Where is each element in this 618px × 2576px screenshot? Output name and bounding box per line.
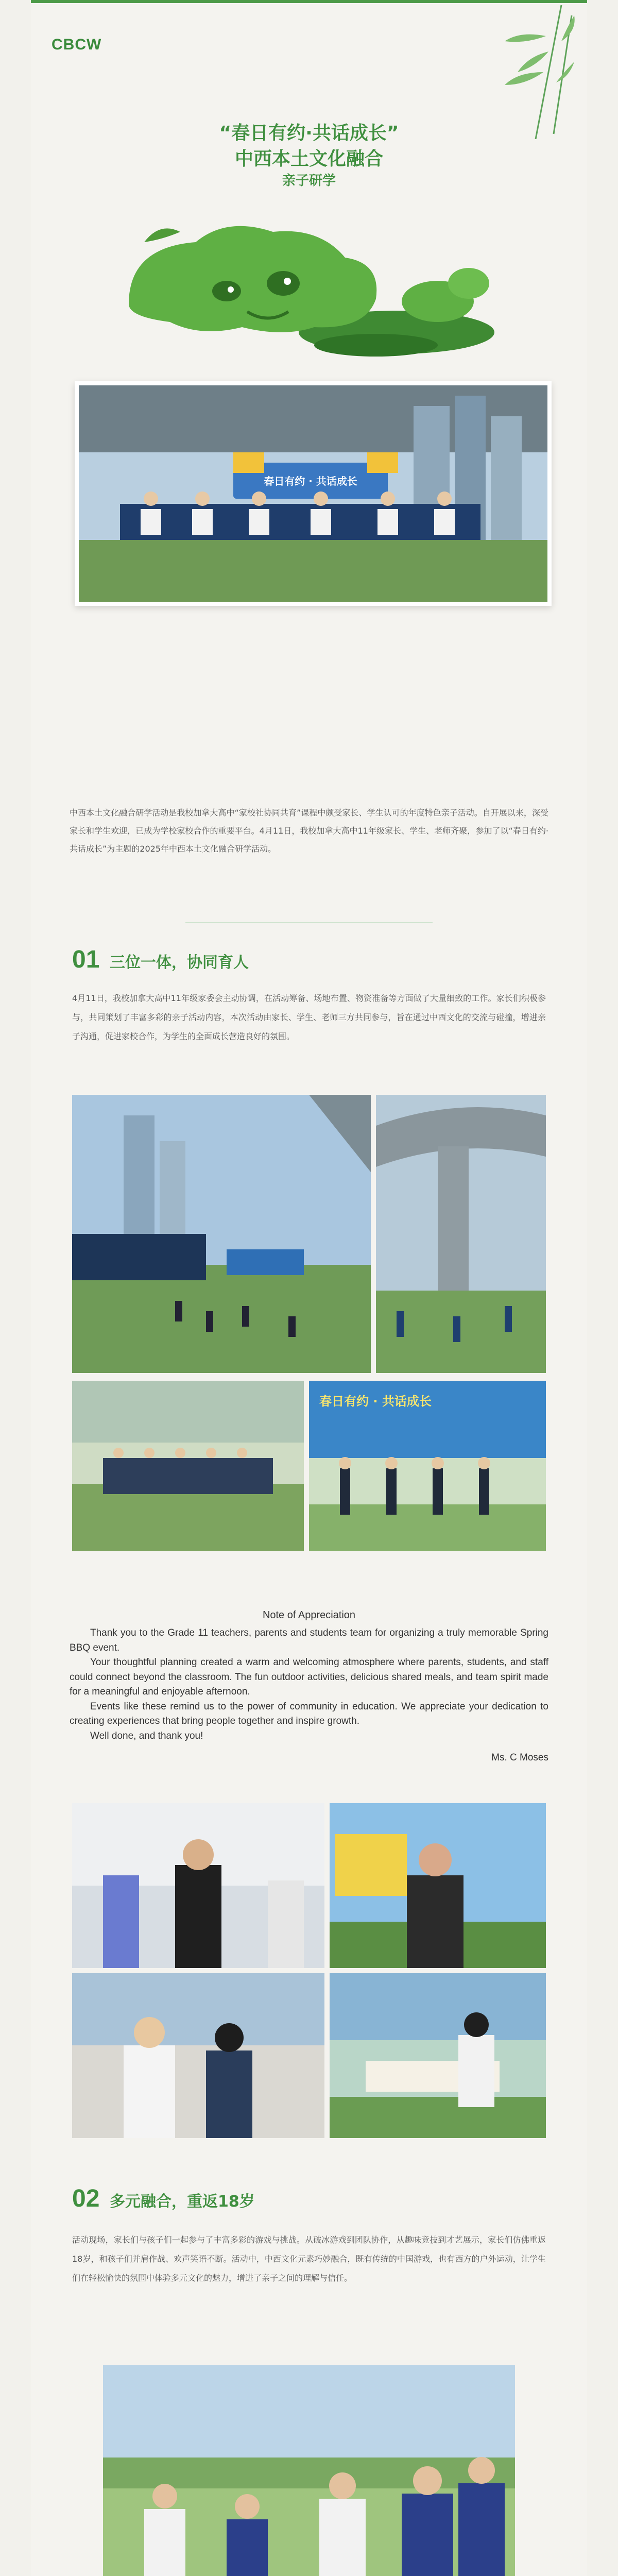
- section-1-heading: [72, 945, 249, 974]
- divider: [185, 922, 433, 923]
- photo-banner-text: 春日有约 · 共话成长: [264, 475, 357, 487]
- photo-banner-text-2: 春日有约 · 共话成长: [319, 1394, 432, 1409]
- section-1-number: 01: [72, 946, 100, 973]
- title-line-2: 中西本土文化融合: [234, 148, 383, 170]
- section-2-heading: [72, 2184, 255, 2213]
- note-title: Note of Appreciation: [262, 1609, 356, 1621]
- teacher-photo-4: [330, 1973, 546, 2138]
- note-paragraph-2: Your thoughtful planning created a warm and welcoming atmosphere where parents, students, and staff could connect beyond the classroom. The fun outdoor activities, delicious shared meals, and team spirit made for a meaningful and enjoyable afternoon.: [70, 1657, 548, 1697]
- teacher-photo-3: [72, 1973, 324, 2138]
- section-2-number: 02: [72, 2185, 100, 2212]
- intro-paragraph: 中西本土文化融合研学活动是我校加拿大高中“家校社协同共育”课程中颇受家长、学生认可的年度特色亲子活动。自开展以来，深受家长和学生欢迎，已成为学校家校合作的重要平台。4月11日，我校加拿大高中11年级家长、学生、老师齐聚，参加了以“春日有约·共话成长”为主题的2025年中西本土文化融合研学活动。: [70, 808, 548, 854]
- article-page: [31, 0, 587, 2576]
- top-accent-bar: [31, 0, 587, 3]
- event-photo-bridge: [376, 1095, 546, 1373]
- green-mascot-illustration-icon: [108, 206, 510, 361]
- section-2-text: 活动现场，家长们与孩子们一起参与了丰富多彩的游戏与挑战。从破冰游戏到团队协作，从趣味竞技到才艺展示，家长们仿佛重返18岁，和孩子们并肩作战、欢声笑语不断。活动中，中西文化元素巧妙融合，既有传统的中国游戏，也有西方的户外运动，让学生们在轻松愉快的氛围中体验多元文化的魅力，增进了亲子之间的理解与信任。: [72, 2235, 546, 2283]
- note-paragraph-1: Thank you to the Grade 11 teachers, parents and students team for organizing a truly memorable Spring BBQ event.: [70, 1628, 548, 1653]
- group-photo-1: [75, 381, 552, 606]
- title-line-3: 亲子研学: [282, 173, 336, 189]
- note-of-appreciation: [70, 1607, 548, 1766]
- brand-logo: CBCW: [52, 36, 102, 53]
- title-line-1: “春日有约·共话成长”: [219, 123, 399, 144]
- event-photo-banner-group: [309, 1381, 546, 1551]
- section-2-title: 多元融合，重返18岁: [109, 2193, 255, 2211]
- note-signature: Ms. C Moses: [491, 1752, 548, 1763]
- event-photo-crowd: [72, 1381, 304, 1551]
- section-1-title: 三位一体，协同育人: [109, 954, 249, 972]
- note-paragraph-4: Well done, and thank you!: [90, 1730, 203, 1741]
- event-photo-stage: [72, 1095, 371, 1373]
- game-photo: [103, 2365, 515, 2576]
- note-paragraph-3: Events like these remind us to the power of community in education. We appreciate your dedication to creating experiences that bring people together and inspire growth.: [70, 1701, 548, 1726]
- teacher-photo-1: [72, 1803, 324, 1968]
- section-1-text: 4月11日，我校加拿大高中11年级家委会主动协调，在活动筹备、场地布置、物资准备等方面做了大量细致的工作。家长们积极参与，共同策划了丰富多彩的亲子活动内容，本次活动由家长、学生、老师三方共同参与，旨在通过中西文化的交流与碰撞，增进亲子沟通，促进家校合作，为学生的全面成长营造良好的氛围。: [72, 993, 546, 1041]
- teacher-photo-2: [330, 1803, 546, 1968]
